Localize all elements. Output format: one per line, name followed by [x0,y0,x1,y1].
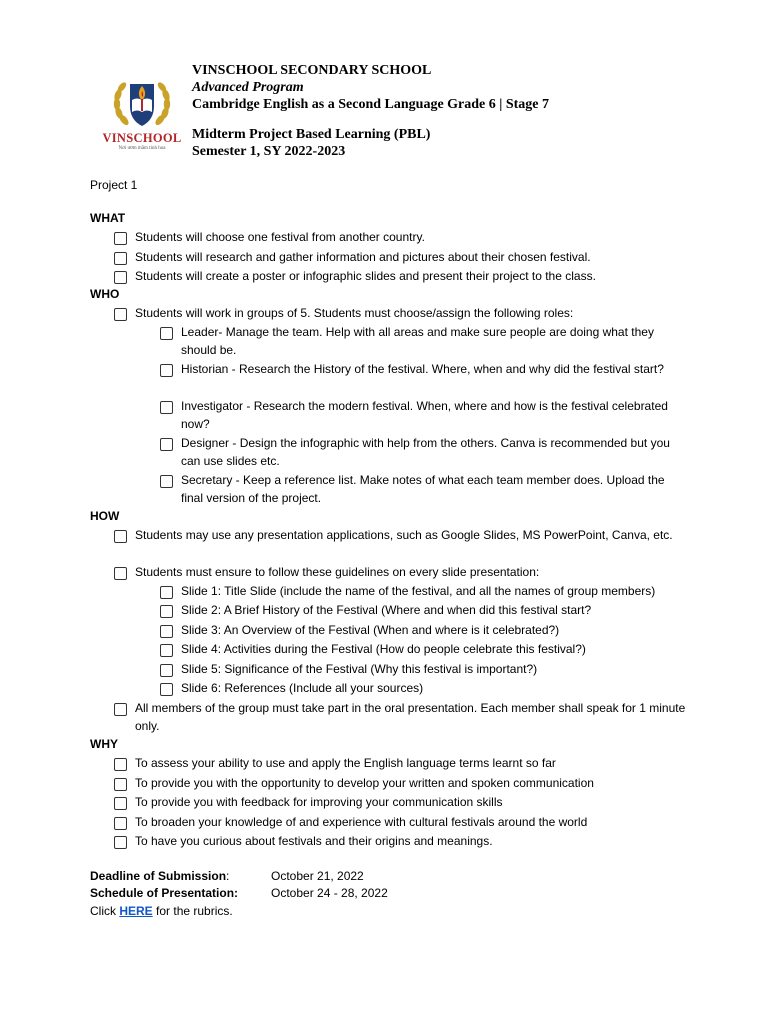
checkbox[interactable] [160,683,173,696]
what-item: Students will research and gather information and pictures about their chosen festival. [114,249,689,267]
project-title: Midterm Project Based Learning (PBL) [192,127,431,142]
checkbox[interactable] [114,758,127,771]
vinschool-logo [100,70,184,150]
slide-item: Slide 3: An Overview of the Festival (When and where is it celebrated?) [160,622,688,640]
checkbox[interactable] [114,836,127,849]
why-heading: WHY [90,737,118,751]
schedule-value: October 24 - 28, 2022 [271,886,388,900]
rubrics-link[interactable]: HERE [119,904,153,918]
why-item: To broaden your knowledge of and experience with cultural festivals around the world [114,814,689,832]
slide-item: Slide 4: Activities during the Festival (How do people celebrate this festival?) [160,641,688,659]
role-item: Leader- Manage the team. Help with all areas and make sure people are doing what they should be. [160,324,688,359]
laurel-crest-icon [100,70,184,132]
program-name: Advanced Program [192,80,304,95]
what-item: Students will create a poster or infographic slides and present their project to the class. [114,268,689,286]
why-item: To have you curious about festivals and their origins and meanings. [114,833,689,851]
deadline-label: Deadline of Submission [90,869,227,883]
rubrics-line: Click HERE for the rubrics. [90,904,233,918]
checkbox[interactable] [114,703,127,716]
who-intro-item: Students will work in groups of 5. Students must choose/assign the following roles: [114,305,689,323]
semester: Semester 1, SY 2022-2023 [192,144,346,159]
why-item: To provide you with feedback for improving your communication skills [114,794,689,812]
schedule-label: Schedule of Presentation: [90,886,239,900]
why-item: To provide you with the opportunity to develop your written and spoken communication [114,775,689,793]
course-name: Cambridge English as a Second Language Grade 6 | Stage 7 [192,97,550,112]
checkbox[interactable] [114,778,127,791]
role-item: Investigator - Research the modern festival. When, where and how is the festival celebrated now? [160,398,688,433]
checkbox[interactable] [160,401,173,414]
how-item: Students must ensure to follow these guidelines on every slide presentation: [114,564,689,582]
checkbox[interactable] [114,567,127,580]
checkbox[interactable] [160,605,173,618]
who-heading: WHO [90,287,120,301]
document-header [100,62,700,172]
slide-item: Slide 1: Title Slide (include the name of the festival, and all the names of group members) [160,583,688,601]
header-text [192,62,549,160]
logo-wordmark: VINSCHOOL [102,131,182,145]
checkbox[interactable] [114,252,127,265]
checkbox[interactable] [160,664,173,677]
checkbox[interactable] [160,327,173,340]
checkbox[interactable] [160,438,173,451]
slide-item: Slide 2: A Brief History of the Festival (Where and when did this festival start? [160,602,688,620]
checkbox[interactable] [114,817,127,830]
logo-tagline: Nơi ươm mầm tinh hoa [118,146,166,151]
checkbox[interactable] [160,625,173,638]
role-item: Designer - Design the infographic with help from the others. Canva is recommended but you can use slides etc. [160,435,688,470]
role-item: Historian - Research the History of the festival. Where, when and why did the festival start? [160,361,688,379]
checkbox[interactable] [114,530,127,543]
checkbox[interactable] [160,475,173,488]
deadline-row [90,868,229,885]
checkbox[interactable] [114,797,127,810]
deadline-value: October 21, 2022 [271,869,364,883]
role-item: Secretary - Keep a reference list. Make notes of what each team member does. Upload the final version of the project. [160,472,688,507]
checkbox[interactable] [114,232,127,245]
what-item: Students will choose one festival from another country. [114,229,689,247]
checkbox[interactable] [160,644,173,657]
project-label: Project 1 [90,178,138,192]
checkbox[interactable] [114,271,127,284]
how-item: Students may use any presentation applications, such as Google Slides, MS PowerPoint, Canva, etc. [114,527,689,545]
why-item: To assess your ability to use and apply the English language terms learnt so far [114,755,689,773]
how-item: All members of the group must take part in the oral presentation. Each member shall speak for 1 minute only. [114,700,689,735]
slide-item: Slide 5: Significance of the Festival (Why this festival is important?) [160,661,688,679]
checkbox[interactable] [114,308,127,321]
school-name: VINSCHOOL SECONDARY SCHOOL [192,63,432,78]
slide-item: Slide 6: References (Include all your sources) [160,680,688,698]
checkbox[interactable] [160,586,173,599]
how-heading: HOW [90,509,120,523]
what-heading: WHAT [90,211,126,225]
checkbox[interactable] [160,364,173,377]
deadline-colon: : [226,869,230,883]
